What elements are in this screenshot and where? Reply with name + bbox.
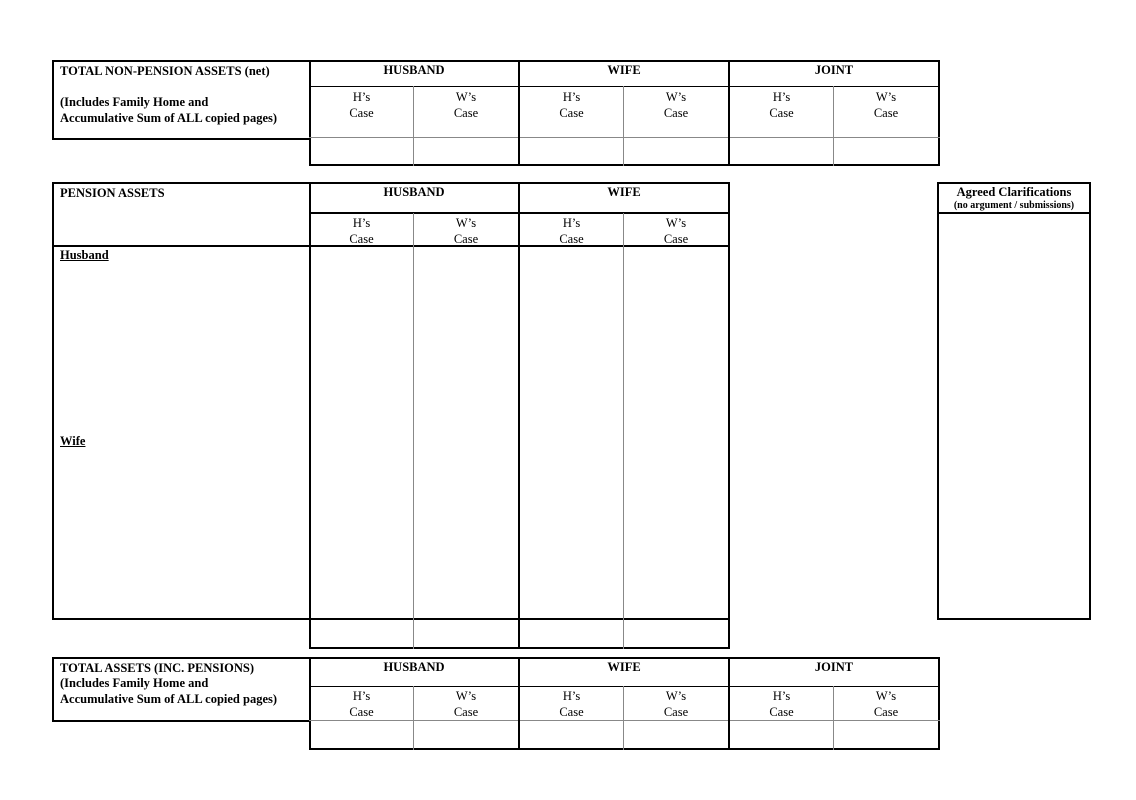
clarifications-subtitle: (no argument / submissions)	[953, 200, 1075, 211]
total-husband-header: HUSBAND	[383, 660, 445, 674]
pension-case-w1: W’s Case	[453, 216, 479, 246]
pension-total-cell[interactable]	[311, 620, 413, 647]
non-pension-value-cell[interactable]	[520, 139, 623, 164]
non-pension-value-cell[interactable]	[311, 139, 413, 164]
non-pension-value-cell[interactable]	[834, 139, 938, 164]
clarifications-title: Agreed Clarifications	[956, 185, 1072, 199]
pension-total-cell[interactable]	[624, 620, 728, 647]
non-pension-case-h1: H’s Case	[349, 90, 374, 120]
pension-total-cell[interactable]	[520, 620, 623, 647]
total-case-h2: H’s Case	[559, 689, 584, 719]
grid-divider	[309, 720, 940, 721]
total-case-h3: H’s Case	[769, 689, 794, 719]
grid-divider	[309, 86, 940, 87]
total-joint-header: JOINT	[814, 660, 854, 674]
pension-case-w2: W’s Case	[663, 216, 689, 246]
pension-entry-column[interactable]	[414, 247, 518, 618]
total-value-cell[interactable]	[520, 722, 623, 748]
clarifications-entry-area[interactable]	[939, 214, 1089, 618]
non-pension-note: (Includes Family Home and Accumulative Sum of ALL copied pages)	[60, 95, 278, 125]
total-wife-header: WIFE	[607, 660, 641, 674]
pension-wife-section: Wife	[60, 434, 86, 448]
non-pension-case-w1: W’s Case	[453, 90, 479, 120]
total-title: TOTAL ASSETS (INC. PENSIONS)	[60, 661, 255, 675]
non-pension-case-h3: H’s Case	[769, 90, 794, 120]
pension-entry-column[interactable]	[311, 247, 413, 618]
pension-entry-column[interactable]	[520, 247, 623, 618]
non-pension-joint-header: JOINT	[814, 63, 854, 77]
total-note: (Includes Family Home and Accumulative Sum of ALL copied pages)	[60, 676, 278, 706]
total-case-w3: W’s Case	[873, 689, 899, 719]
pension-case-h1: H’s Case	[349, 216, 374, 246]
non-pension-title: TOTAL NON-PENSION ASSETS (net)	[60, 64, 270, 78]
pension-label-divider	[52, 245, 311, 247]
non-pension-case-w2: W’s Case	[663, 90, 689, 120]
total-case-w2: W’s Case	[663, 689, 689, 719]
grid-divider	[309, 686, 940, 687]
pension-entry-column[interactable]	[624, 247, 728, 618]
pension-husband-header: HUSBAND	[383, 185, 445, 199]
total-value-cell[interactable]	[624, 722, 728, 748]
non-pension-value-cell[interactable]	[730, 139, 833, 164]
non-pension-case-h2: H’s Case	[559, 90, 584, 120]
total-value-cell[interactable]	[311, 722, 413, 748]
total-case-h1: H’s Case	[349, 689, 374, 719]
pension-title: PENSION ASSETS	[60, 186, 165, 200]
pension-case-h2: H’s Case	[559, 216, 584, 246]
pension-husband-section: Husband	[60, 248, 109, 262]
grid-divider	[309, 137, 940, 138]
total-case-w1: W’s Case	[453, 689, 479, 719]
total-value-cell[interactable]	[834, 722, 938, 748]
total-value-cell[interactable]	[414, 722, 518, 748]
pension-wife-header: WIFE	[607, 185, 641, 199]
non-pension-value-cell[interactable]	[414, 139, 518, 164]
non-pension-case-w3: W’s Case	[873, 90, 899, 120]
total-value-cell[interactable]	[730, 722, 833, 748]
non-pension-husband-header: HUSBAND	[383, 63, 445, 77]
non-pension-value-cell[interactable]	[624, 139, 728, 164]
pension-total-cell[interactable]	[414, 620, 518, 647]
non-pension-wife-header: WIFE	[607, 63, 641, 77]
